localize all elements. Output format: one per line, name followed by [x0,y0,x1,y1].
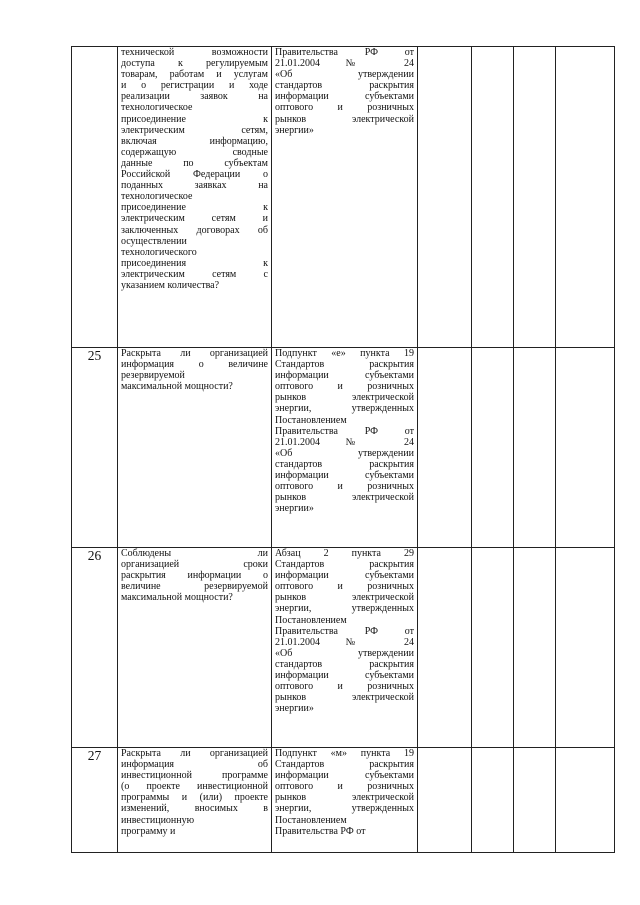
text-line: стандартов раскрытия [275,80,414,92]
text-line: энергии, утвержденных [275,403,414,415]
text-line: рынков электрической [275,792,414,804]
text-line: реализации заявок на [121,91,268,103]
question-cell [118,348,272,548]
text-line: поданных заявках на [121,180,268,192]
row-number: 25 [87,348,102,363]
empty-cell [556,348,615,548]
row-number: 27 [87,748,102,763]
text-line: «Об утверждении [275,447,414,459]
empty-cell [472,47,514,348]
text-line: информации субъектами [275,670,414,682]
text-line: «Об утверждении [275,647,414,659]
empty-cell [418,348,472,548]
text-line: стандартов раскрытия [275,458,414,470]
text-line: изменений, вносимых в [121,803,268,815]
text-line: оптового и розничных [275,781,414,793]
text-line: оптового и розничных [275,381,414,393]
text-line: рынков электрической [275,113,414,125]
text-line: Российской Федерации о [121,169,268,181]
empty-cell [514,548,556,748]
empty-cell [514,748,556,853]
text-line: Постановлением [275,814,347,826]
text-line: технической возможности [121,47,268,58]
text-line: информации субъектами [275,570,414,582]
checklist-table [71,46,615,853]
text-line: Стандартов раскрытия [275,359,414,371]
text-line: включая информацию, [121,135,268,147]
text-line: Правительства РФ от [275,825,366,837]
text-line: рынков электрической [275,392,414,404]
text-line: максимальной мощности? [121,381,233,393]
reference-cell [272,348,418,548]
empty-cell [472,748,514,853]
text-line: Правительства РФ от [275,625,414,637]
table-row [72,748,615,853]
empty-cell [472,548,514,748]
text-line: информации субъектами [275,470,414,482]
text-line: Постановлением [275,414,347,426]
text-line: технологическое [121,191,193,203]
text-line: максимальной мощности? [121,592,233,604]
text-line: энергии, утвержденных [275,603,414,615]
text-line: присоединение к [121,202,268,214]
text-line: присоединение к [121,113,268,125]
text-line: доступа к регулируемым [121,58,268,70]
text-line: программу и [121,825,176,837]
text-line: Стандартов раскрытия [275,559,414,571]
text-line: резервируемой [121,370,185,382]
text-line: (о проекте инвестиционной [121,781,268,793]
text-line: Подпункт «м» пункта 19 [275,748,414,759]
text-line: 21.01.2004 № 24 [275,58,414,70]
empty-cell [556,47,615,348]
text-line: указанием количества? [121,279,220,291]
text-line: Соблюдены ли [121,548,268,559]
question-cell [118,47,272,348]
text-line: инвестиционной программе [121,770,268,782]
text-line: Правительства РФ от [275,425,414,437]
text-line: величине резервируемой [121,581,268,593]
text-line: информация о величине [121,359,268,371]
row-number-cell [72,548,118,748]
text-line: технологического [121,246,197,258]
text-line: инвестиционную [121,814,195,826]
text-line: товарам, работам и услугам [121,69,268,81]
text-line: энергии» [275,703,314,715]
text-line: данные по субъектам [121,157,268,169]
text-line: рынков электрической [275,692,414,704]
question-cell [118,748,272,853]
row-number-cell [72,47,118,348]
text-line: оптового и розничных [275,102,414,114]
text-line: 21.01.2004 № 24 [275,436,414,448]
text-line: содержащую сводные [121,146,268,158]
text-line: информация об [121,759,268,771]
empty-cell [418,548,472,748]
table-row [72,47,615,348]
table-row [72,548,615,748]
text-line: оптового и розничных [275,481,414,493]
text-line: стандартов раскрытия [275,658,414,670]
text-line: электрическим сетям и [121,213,268,225]
text-line: Правительства РФ от [275,47,414,58]
text-line: Стандартов раскрытия [275,759,414,771]
text-line: раскрытия информации о [121,570,268,582]
reference-cell [272,748,418,853]
empty-cell [418,748,472,853]
row-number-cell [72,748,118,853]
text-line: энергии» [275,124,314,136]
text-line: заключенных договорах об [121,224,268,236]
text-line: организацией сроки [121,559,268,571]
text-line: Абзац 2 пункта 29 [275,548,414,559]
text-line: информации субъектами [275,91,414,103]
question-cell [118,548,272,748]
text-line: Постановлением [275,614,347,626]
text-line: рынков электрической [275,492,414,504]
text-line: электрическим сетям с [121,268,268,280]
reference-cell [272,47,418,348]
empty-cell [472,348,514,548]
empty-cell [418,47,472,348]
text-line: технологическое [121,102,193,114]
text-line: оптового и розничных [275,681,414,693]
text-line: программы и (или) проекте [121,792,268,804]
text-line: Раскрыта ли организацией [121,348,268,359]
empty-cell [514,348,556,548]
text-line: осуществлении [121,235,187,247]
text-line: 21.01.2004 № 24 [275,636,414,648]
row-number-cell [72,348,118,548]
text-line: информации субъектами [275,770,414,782]
text-line: присоединения к [121,257,268,269]
text-line: электрическим сетям, [121,124,268,136]
text-line: рынков электрической [275,592,414,604]
text-line: информации субъектами [275,370,414,382]
text-line: Раскрыта ли организацией [121,748,268,759]
text-line: и о регистрации и ходе [121,80,268,92]
empty-cell [514,47,556,348]
row-number: 26 [87,548,102,563]
text-line: энергии» [275,503,314,515]
text-line: «Об утверждении [275,69,414,81]
empty-cell [556,748,615,853]
text-line: энергии, утвержденных [275,803,414,815]
reference-cell [272,548,418,748]
text-line: Подпункт «е» пункта 19 [275,348,414,359]
empty-cell [556,548,615,748]
table-row [72,348,615,548]
text-line: оптового и розничных [275,581,414,593]
